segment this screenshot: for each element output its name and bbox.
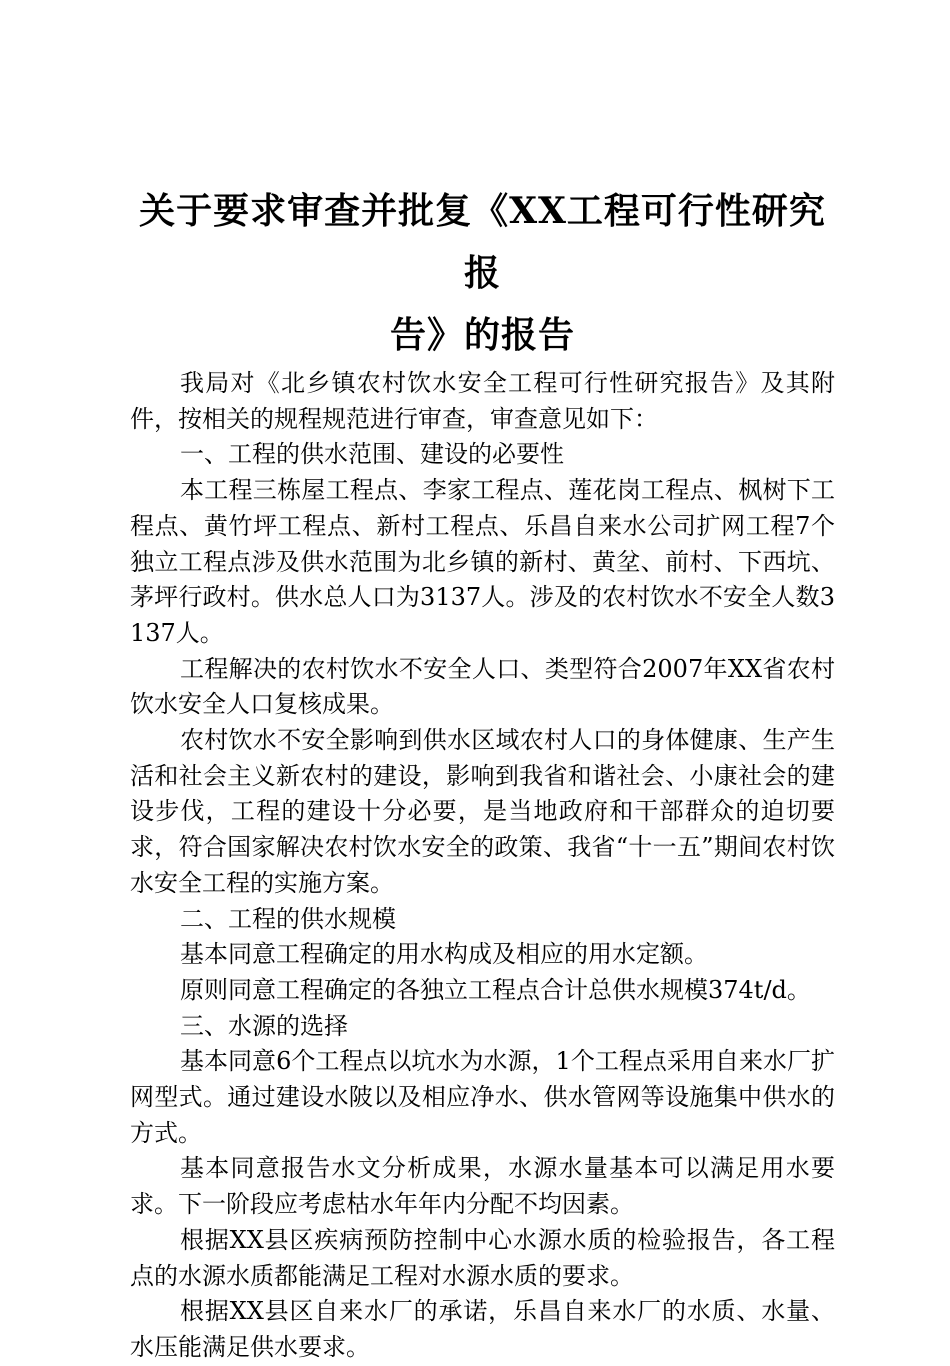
paragraph-intro: 我局对《北乡镇农村饮水安全工程可行性研究报告》及其附件，按相关的规程规范进行审查，审查意见如下： <box>130 369 835 433</box>
section-heading-1: 一、工程的供水范围、建设的必要性 <box>180 440 564 469</box>
paragraph-population: 工程解决的农村饮水不安全人口、类型符合2007年XX省农村饮水安全人口复核成果。 <box>130 654 835 719</box>
paragraph-necessity: 农村饮水不安全影响到供水区域农村人口的身体健康、生产生活和社会主义新农村的建设，影响到我省和谐社会、小康社会的建设步伐，工程的建设十分必要，是当地政府和干部群众的迫切要求，符合国家解决农村饮水安全的政策、我省“十一五”期间农村饮水安全工程的实施方案。 <box>130 726 835 897</box>
title-line-1: 关于要求审查并批复《XX工程可行性研究报 <box>139 190 826 294</box>
document-page <box>130 180 835 1366</box>
section-heading-3: 三、水源的选择 <box>180 1011 348 1040</box>
paragraph-hydrology: 基本同意报告水文分析成果，水源水量基本可以满足用水要求。下一阶段应考虑枯水年年内分配不均因素。 <box>130 1154 835 1219</box>
paragraph-water-quota: 基本同意工程确定的用水构成及相应的用水定额。 <box>180 940 708 969</box>
document-body <box>130 366 835 1366</box>
section-heading-2: 二、工程的供水规模 <box>180 904 396 933</box>
title-line-2: 告》的报告 <box>389 314 575 356</box>
paragraph-supply-scale: 原则同意工程确定的各独立工程点合计总供水规模374t/d。 <box>180 975 811 1004</box>
paragraph-scope: 本工程三栋屋工程点、李家工程点、莲花岗工程点、枫树下工程点、黄竹坪工程点、新村工程点、乐昌自来水公司扩网工程7个独立工程点涉及供水范围为北乡镇的新村、黄坌、前村、下西坑、茅坪行政村。供水总人口为3137人。涉及的农村饮水不安全人数3137人。 <box>130 476 835 647</box>
document-title <box>130 180 835 366</box>
paragraph-water-quality: 根据XX县区疾病预防控制中心水源水质的检验报告，各工程点的水源水质都能满足工程对水源水质的要求。 <box>130 1225 835 1290</box>
paragraph-waterworks: 根据XX县区自来水厂的承诺，乐昌自来水厂的水质、水量、水压能满足供水要求。 <box>130 1297 835 1361</box>
paragraph-water-source: 基本同意6个工程点以坑水为水源，1个工程点采用自来水厂扩网型式。通过建设水陂以及相应净水、供水管网等设施集中供水的方式。 <box>130 1047 835 1147</box>
